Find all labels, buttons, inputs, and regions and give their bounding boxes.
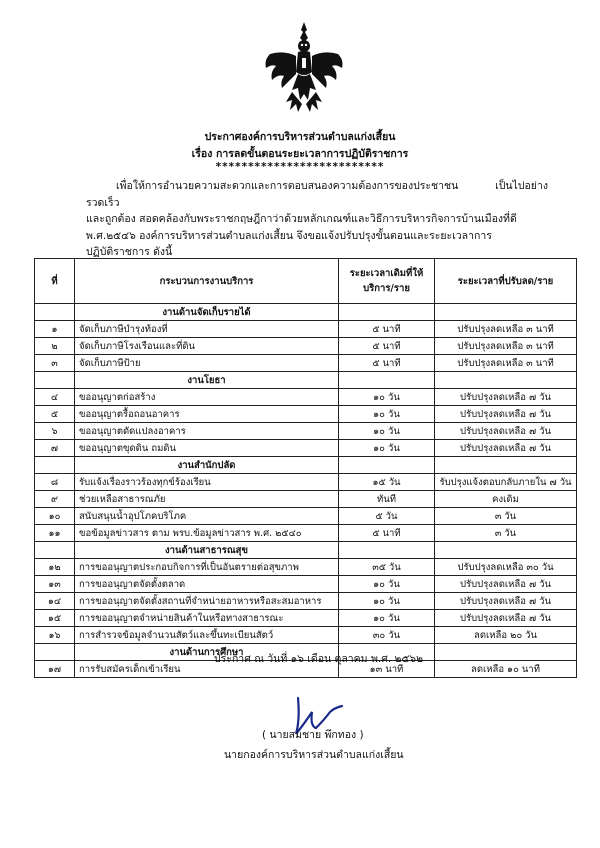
row-number: ๑๓ [35,576,75,593]
section-empty-cell [35,372,75,389]
table-row [35,355,577,372]
table-body [35,304,577,678]
section-empty-cell [435,304,577,321]
table-row [35,338,577,355]
stars-divider: ************************** [215,161,385,173]
section-empty-cell [435,457,577,474]
table-row [35,576,577,593]
row-number: ๑๔ [35,593,75,610]
table-row [35,474,577,491]
section-empty-cell [35,457,75,474]
row-reduced-time: ปรับปรุงลดเหลือ ๗ วัน [435,610,577,627]
row-reduced-time: ลดเหลือ ๑๐ นาที [435,661,577,678]
row-reduced-time: ปรับปรุงลดเหลือ ๓ นาที [435,321,577,338]
table-row [35,627,577,644]
row-original-time: ๑๐ วัน [339,610,435,627]
section-empty-cell [339,372,435,389]
section-row [35,304,577,321]
row-process: การขออนุญาตจำหน่ายสินค้าในหรือทางสาธารณะ [75,610,339,627]
header-no: ที่ [35,259,75,304]
announcement-date: ประกาศ ณ วันที่ ๑๖ เดือน ตุลาคม พ.ศ. ๒๕๖๒ [214,653,423,665]
section-title: งานโยธา [75,372,339,389]
row-reduced-time: คงเดิม [435,491,577,508]
row-number: ๘ [35,474,75,491]
table-header-row [35,259,577,304]
table-row [35,610,577,627]
table-row [35,593,577,610]
intro-paragraph [86,178,548,261]
row-reduced-time: ปรับปรุงลดเหลือ ๓๐ วัน [435,559,577,576]
row-number: ๗ [35,440,75,457]
row-reduced-time: ๓ วัน [435,508,577,525]
announcement-subject: เรื่อง การลดขั้นตอนระยะเวลาการปฏิบัติราชการ [191,148,409,160]
section-empty-cell [35,304,75,321]
row-process: จัดเก็บภาษีบำรุงท้องที่ [75,321,339,338]
row-number: ๑๖ [35,627,75,644]
row-original-time: ๑๐ วัน [339,423,435,440]
row-reduced-time: ปรับปรุงลดเหลือ ๗ วัน [435,593,577,610]
row-process: จัดเก็บภาษีป้าย [75,355,339,372]
section-title: งานด้านสาธารณสุข [75,542,339,559]
row-reduced-time: ๓ วัน [435,525,577,542]
row-reduced-time: ปรับปรุงลดเหลือ ๗ วัน [435,406,577,423]
row-number: ๕ [35,406,75,423]
row-process: ขอข้อมูลข่าวสาร ตาม พรบ.ข้อมูลข่าวสาร พ.ศ. ๒๕๔๐ [75,525,339,542]
row-process: ขออนุญาตรื้อถอนอาคาร [75,406,339,423]
table-row [35,525,577,542]
row-number: ๖ [35,423,75,440]
row-reduced-time: ลดเหลือ ๒๐ วัน [435,627,577,644]
row-original-time: ๑๓ นาที [339,661,435,678]
section-empty-cell [435,644,577,661]
section-empty-cell [35,644,75,661]
signer-position: นายกองค์การบริหารส่วนตำบลแก่งเสี้ยน [224,749,404,761]
section-row [35,457,577,474]
section-empty-cell [339,457,435,474]
row-number: ๙ [35,491,75,508]
row-original-time: ทันที [339,491,435,508]
row-process: รับแจ้งเรื่องราวร้องทุกข์ร้องเรียน [75,474,339,491]
signer-name: ( นายสมชาย พึกทอง ) [262,729,364,741]
intro-line: ปฏิบัติราชการ ดังนี้ [86,246,173,258]
row-process: การสำรวจข้อมูลจำนวนสัตว์และขึ้นทะเบียนสัตว์ [75,627,339,644]
service-table [34,258,577,678]
row-reduced-time: ปรับปรุงลดเหลือ ๓ นาที [435,338,577,355]
row-original-time: ๓๐ วัน [339,627,435,644]
garuda-emblem [262,20,346,116]
row-process: การรับสมัครเด็กเข้าเรียน [75,661,339,678]
table-row [35,508,577,525]
row-number: ๑๒ [35,559,75,576]
row-process: ขออนุญาตก่อสร้าง [75,389,339,406]
section-empty-cell [35,542,75,559]
row-process: สนับสนุนน้ำอุปโภคบริโภค [75,508,339,525]
row-number: ๑ [35,321,75,338]
row-original-time: ๕ นาที [339,338,435,355]
table-row [35,491,577,508]
row-original-time: ๑๐ วัน [339,389,435,406]
row-original-time: ๑๐ วัน [339,440,435,457]
row-number: ๑๐ [35,508,75,525]
section-empty-cell [435,372,577,389]
row-original-time: ๓๕ วัน [339,559,435,576]
intro-line: และถูกต้อง สอดคล้องกับพระราชกฤษฎีกาว่าด้วยหลักเกณฑ์และวิธีการบริหารกิจการบ้านเมืองที่ดี [86,213,517,225]
header-original-time: ระยะเวลาเดิมที่ให้บริการ/ราย [339,259,435,304]
row-process: การขออนุญาตจัดตั้งสถานที่จำหน่ายอาหารหรือสะสมอาหาร [75,593,339,610]
row-original-time: ๑๕ วัน [339,474,435,491]
table-row [35,406,577,423]
header-process: กระบวนการงานบริการ [75,259,339,304]
section-empty-cell [339,542,435,559]
intro-line: พ.ศ.๒๕๔๖ องค์การบริหารส่วนตำบลแก่งเสี้ยน จึงขอแจ้งปรับปรุงขั้นตอนและระยะเวลาการ [86,229,492,242]
row-number: ๒ [35,338,75,355]
row-process: การขออนุญาตประกอบกิจการที่เป็นอันตรายต่อสุขภาพ [75,559,339,576]
row-original-time: ๑๐ วัน [339,593,435,610]
section-empty-cell [339,304,435,321]
row-original-time: ๕ วัน [339,508,435,525]
row-reduced-time: ปรับปรุงลดเหลือ ๗ วัน [435,423,577,440]
row-process: การขออนุญาตจัดตั้งตลาด [75,576,339,593]
row-process: ขออนุญาตขุดดิน ถมดิน [75,440,339,457]
row-original-time: ๕ นาที [339,321,435,338]
section-title: งานสำนักปลัด [75,457,339,474]
row-reduced-time: ปรับปรุงลดเหลือ ๗ วัน [435,440,577,457]
row-number: ๑๕ [35,610,75,627]
section-empty-cell [435,542,577,559]
section-title: งานด้านจัดเก็บรายได้ [75,304,339,321]
row-reduced-time: ปรับปรุงลดเหลือ ๗ วัน [435,576,577,593]
table-row [35,423,577,440]
row-reduced-time: ปรับปรุงลดเหลือ ๗ วัน [435,389,577,406]
section-row [35,372,577,389]
table-row [35,440,577,457]
section-title: งานด้านการศึกษา [75,644,339,661]
table-row [35,321,577,338]
row-process: ช่วยเหลือสาธารณภัย [75,491,339,508]
row-number: ๑๗ [35,661,75,678]
table-row [35,389,577,406]
announcement-title: ประกาศองค์การบริหารส่วนตำบลแก่งเสี้ยน [204,131,396,143]
header-reduced-time: ระยะเวลาที่ปรับลด/ราย [435,259,577,304]
table-row [35,559,577,576]
row-original-time: ๕ นาที [339,525,435,542]
row-reduced-time: รับปรุงแจ้งตอบกลับภายใน ๗ วัน [435,474,577,491]
intro-line: เพื่อให้การอำนวยความสะดวกและการตอบสนองความต้องการของประชาชน เป็นไปอย่างรวดเร็ว [86,180,548,209]
section-row [35,542,577,559]
row-original-time: ๑๐ วัน [339,406,435,423]
row-original-time: ๑๐ วัน [339,576,435,593]
row-process: จัดเก็บภาษีโรงเรือนและที่ดิน [75,338,339,355]
row-number: ๔ [35,389,75,406]
row-number: ๑๑ [35,525,75,542]
row-reduced-time: ปรับปรุงลดเหลือ ๓ นาที [435,355,577,372]
row-process: ขออนุญาตดัดแปลงอาคาร [75,423,339,440]
row-number: ๓ [35,355,75,372]
row-original-time: ๕ นาที [339,355,435,372]
